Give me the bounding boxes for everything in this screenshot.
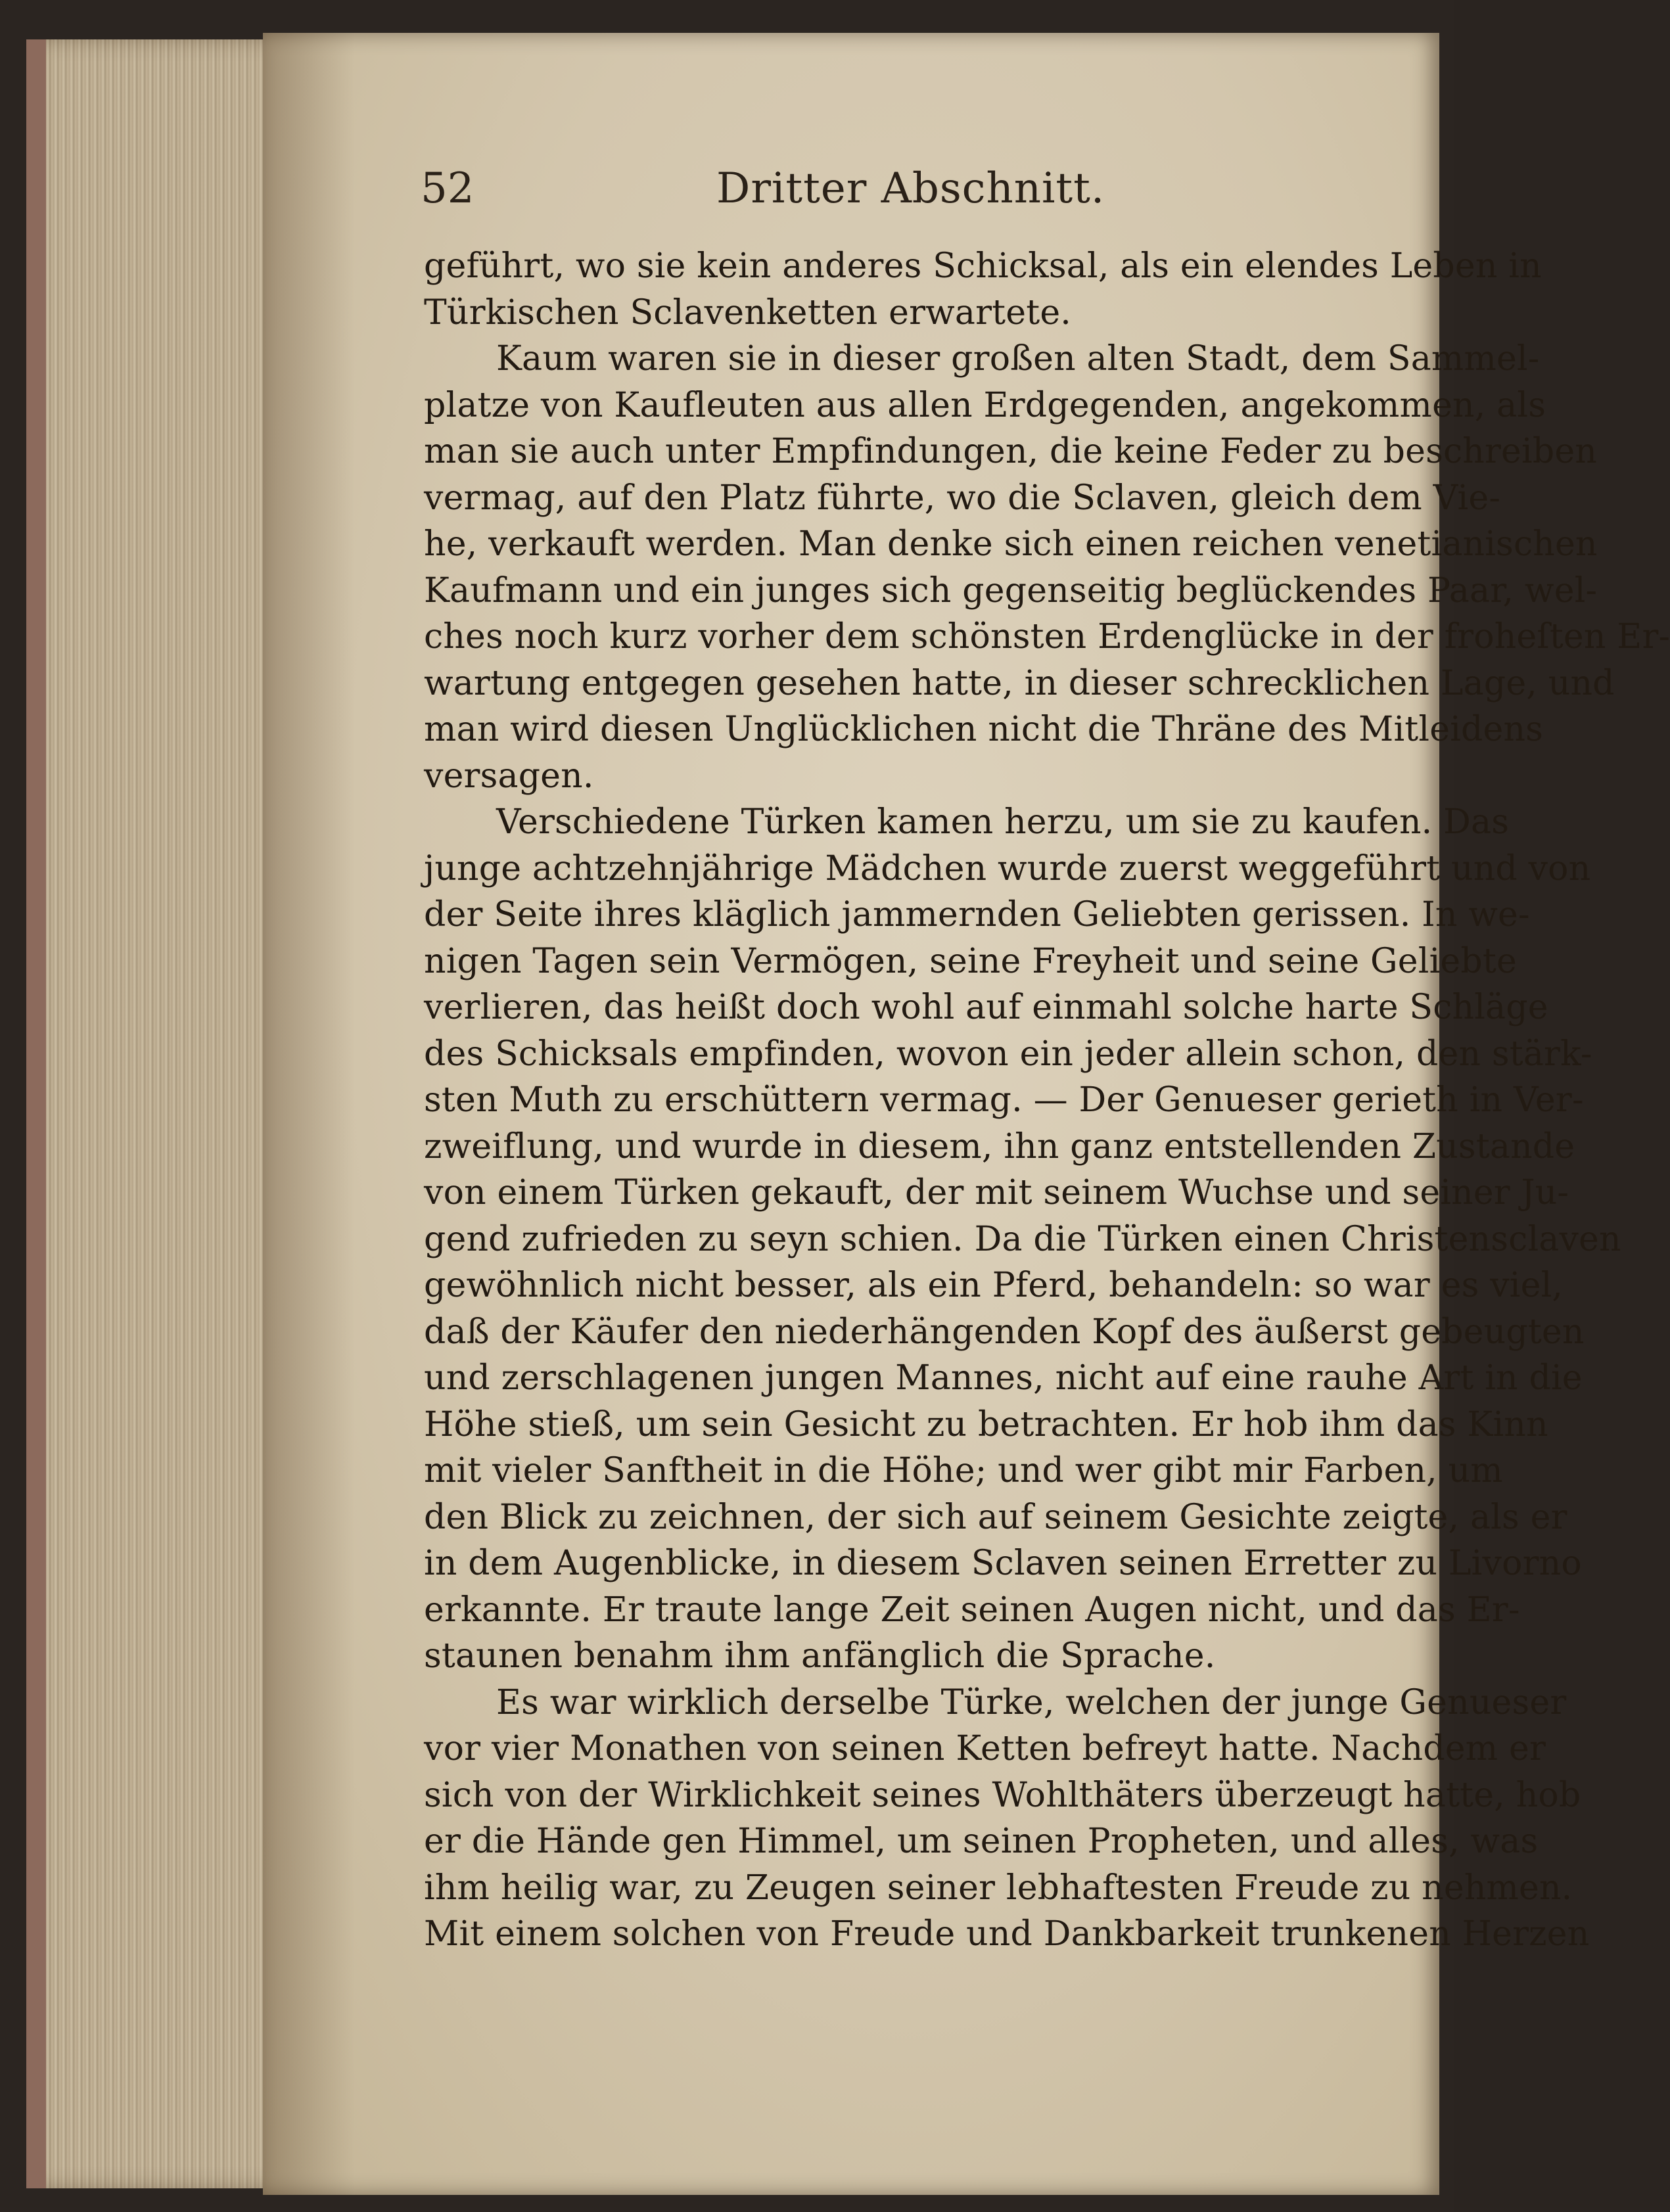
text-line: erkannte. Er traute lange Zeit seinen Augen nicht, und das Er-	[424, 1590, 1520, 1630]
text-line: daß der Käufer den niederhängenden Kopf des äußerst gebeugten	[424, 1312, 1585, 1352]
text-line: Höhe stieß, um sein Gesicht zu betrachten. Er hob ihm das Kinn	[424, 1404, 1548, 1444]
text-line: und zerschlagenen jungen Mannes, nicht auf eine rauhe Art in die	[424, 1358, 1583, 1398]
text-line: he, verkauft werden. Man denke sich einen reichen venetianischen	[424, 524, 1598, 564]
text-line: gend zufrieden zu seyn schien. Da die Türken einen Christensclaven	[424, 1219, 1621, 1259]
text-line: Verschiedene Türken kamen herzu, um sie zu kaufen. Das	[496, 802, 1510, 842]
text-line: wartung entgegen gesehen hatte, in dieser schrecklichen Lage, und	[424, 663, 1615, 703]
text-line: man wird diesen Unglücklichen nicht die Thräne des Mitleidens	[424, 710, 1544, 749]
text-line: staunen benahm ihm anfänglich die Sprache.	[424, 1636, 1216, 1676]
text-line: zweiflung, und wurde in diesem, ihn ganz entstellenden Zustande	[424, 1126, 1575, 1166]
body-text	[424, 243, 1670, 1958]
text-line: der Seite ihres kläglich jammernden Geliebten gerissen. In we-	[424, 895, 1530, 934]
text-line: des Schicksals empfinden, wovon ein jeder allein schon, den stärk-	[424, 1034, 1592, 1074]
book-page	[263, 33, 1670, 2195]
page-gutter-shadow	[263, 33, 355, 2195]
text-line: vermag, auf den Platz führte, wo die Sclaven, gleich dem Vie-	[424, 478, 1501, 518]
text-line: versagen.	[424, 756, 594, 796]
text-line: ihm heilig war, zu Zeugen seiner lebhaftesten Freude zu nehmen.	[424, 1868, 1573, 1908]
text-line: sten Muth zu erschüttern vermag. — Der Genueser gerieth in Ver-	[424, 1080, 1584, 1120]
text-line: junge achtzehnjährige Mädchen wurde zuerst weggeführt und von	[424, 848, 1591, 888]
text-line: von einem Türken gekauft, der mit seinem Wuchse und seiner Ju-	[424, 1173, 1569, 1212]
text-line: ches noch kurz vorher dem schönsten Erdenglücke in der froheſten Er-	[424, 617, 1670, 657]
running-head: Dritter Abschnitt.	[716, 164, 1105, 213]
text-line: Mit einem solchen von Freude und Dankbarkeit trunkenen Herzen	[424, 1914, 1590, 1954]
page-number: 52	[421, 164, 475, 213]
text-line: verlieren, das heißt doch wohl auf einmahl solche harte Schläge	[424, 988, 1548, 1027]
text-line: mit vieler Sanftheit in die Höhe; und wer gibt mir Farben, um	[424, 1451, 1503, 1490]
text-line: nigen Tagen sein Vermögen, seine Freyheit und seine Geliebte	[424, 941, 1517, 981]
text-line: Türkischen Sclavenketten erwartete.	[424, 292, 1072, 333]
text-line: Kaufmann und ein junges sich gegenseitig beglückendes Paar, wel-	[424, 570, 1598, 611]
text-line: in dem Augenblicke, in diesem Sclaven seinen Erretter zu Livorno	[424, 1544, 1582, 1583]
text-line: man sie auch unter Empfindungen, die keine Feder zu beschreiben	[424, 432, 1597, 471]
text-line: Es war wirklich derselbe Türke, welchen der junge Genueser	[496, 1682, 1567, 1722]
text-line: vor vier Monathen von seinen Ketten befreyt hatte. Nachdem er	[424, 1729, 1546, 1768]
text-line: Kaum waren sie in dieser großen alten Stadt, dem Sammel-	[496, 339, 1540, 379]
text-line: platze von Kaufleuten aus allen Erdgegenden, angekommen, als	[424, 385, 1546, 425]
text-line: geführt, wo sie kein anderes Schicksal, als ein elendes Leben in	[424, 246, 1542, 286]
text-line: gewöhnlich nicht besser, als ein Pferd, behandeln: so war es viel,	[424, 1266, 1564, 1305]
text-line: sich von der Wirklichkeit seines Wohlthäters überzeugt hatte, hob	[424, 1775, 1581, 1815]
page-header	[421, 151, 1334, 223]
text-line: er die Hände gen Himmel, um seinen Propheten, und alles, was	[424, 1822, 1539, 1861]
text-line: den Blick zu zeichnen, der sich auf seinem Gesichte zeigte, als er	[424, 1497, 1567, 1537]
